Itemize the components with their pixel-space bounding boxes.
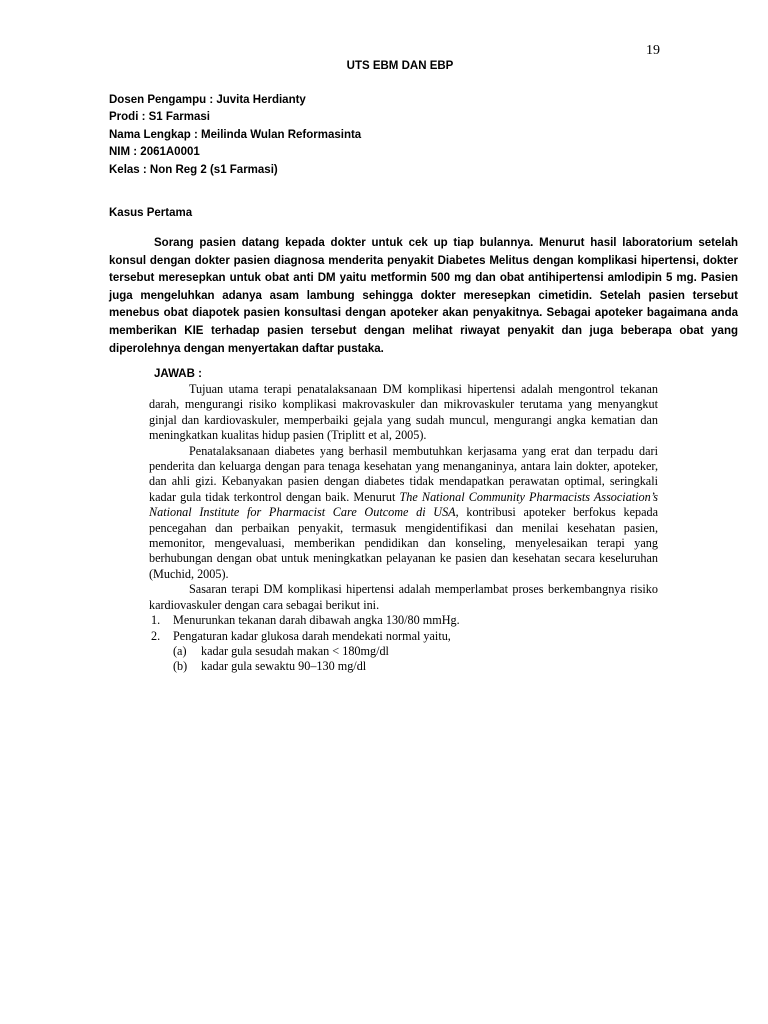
list-item-text: Menurunkan tekanan darah dibawah angka 130/80 mmHg. xyxy=(173,613,460,628)
list-item xyxy=(149,629,658,644)
list-item-marker: 1. xyxy=(151,613,161,628)
case-heading: Kasus Pertama xyxy=(109,207,193,219)
therapy-target-list xyxy=(149,613,658,644)
glucose-target-sublist xyxy=(149,644,658,675)
info-full-name: Nama Lengkap : Meilinda Wulan Reformasinta xyxy=(109,128,362,141)
answer-body xyxy=(149,382,658,675)
sublist-item-text: kadar gula sewaktu 90–130 mg/dl xyxy=(201,659,367,674)
answer-paragraph-2 xyxy=(149,444,658,583)
sublist-item-marker: (a) xyxy=(173,643,187,658)
answer-paragraph-2-text: Penatalaksanaan diabetes yang berhasil membutuhkan kerjasama yang erat dan terpadu dari penderita dan keluarga dengan para tenaga kesehatan yang menanganinya, antara lain dokter, apoteker, dan ahli gizi. Kebanyakan pasien dengan diabetes tidak mendapatkan perawatan optimal, seringkali kadar gula tidak terkontrol dengan baik. Menurut xyxy=(149,443,658,504)
sublist-item xyxy=(149,659,658,674)
case-description: Sorang pasien datang kepada dokter untuk cek up tiap bulannya. Menurut hasil laboratorium setelah konsul dengan dokter pasien diagnosa menderita penyakit Diabetes Melitus dengan komplikasi hipertensi, dokter tersebut meresepkan untuk obat anti DM yaitu metformin 500 mg dan obat antihipertensi amlodipin 5 mg. Pasien juga mengeluhkan adanya asam lambung sehingga dokter meresepkan cimetidin. Setelah pasien tersebut menebus obat diapotek pasien konsultasi dengan apoteker akan penyakitnya. Sebagai apoteker bagaimana anda memberikan KIE terhadap pasien tersebut dengan melihat riwayat penyakit dan juga beberapa obat yang diperolehnya dengan menyertakan daftar pustaka. xyxy=(109,237,738,355)
sublist-item xyxy=(149,644,658,659)
student-info xyxy=(109,92,669,179)
answer-paragraph-3: Sasaran terapi DM komplikasi hipertensi adalah memperlambat proses berkembangnya risiko kardiovaskuler dengan cara sebagai berikut ini. xyxy=(149,582,658,612)
answer-paragraph-2-rest: kontribusi apoteker berfokus kepada pencegahan dan perbaikan penyakit, termasuk mengidentifikasi dan menilai kesehatan pasien, memonitor, mengevaluasi, memberikan pendidikan dan konseling, menyelesaikan terapi yang berhubungan dengan obat untuk meningkatkan pelayanan ke pasien dan kesehatan secara keseluruhan (Muchid, 2005). xyxy=(149,505,658,581)
answer-paragraph-1: Tujuan utama terapi penatalaksanaan DM komplikasi hipertensi adalah mengontrol tekanan darah, mengurangi risiko komplikasi makrovaskuler dan mikrovaskuler terutama yang menyangkut ginjal dan kardiovaskuler, memperbaiki gejala yang sudah muncul, mengurangi angka kematian dan meningkatkan kualitas hidup pasien (Triplitt et al, 2005). xyxy=(149,382,658,443)
info-lecturer: Dosen Pengampu : Juvita Herdianty xyxy=(109,94,306,106)
sublist-item-marker: (b) xyxy=(173,659,188,674)
sublist-item-text: kadar gula sesudah makan < 180mg/dl xyxy=(201,643,389,658)
list-item xyxy=(149,613,658,628)
info-study-program: Prodi : S1 Farmasi xyxy=(109,111,210,124)
answer-label: JAWAB : xyxy=(154,368,202,380)
answer-paragraph-2-italic: The National Community Pharmacists Association’s National Institute for Pharmacist Care Outcome di USA, xyxy=(149,489,658,520)
document-title: UTS EBM DAN EBP xyxy=(346,60,454,72)
page-number: 19 xyxy=(646,43,660,58)
list-item-marker: 2. xyxy=(151,628,161,643)
info-student-id: NIM : 2061A0001 xyxy=(109,146,200,159)
info-class: Kelas : Non Reg 2 (s1 Farmasi) xyxy=(109,163,278,176)
list-item-text: Pengaturan kadar glukosa darah mendekati normal yaitu, xyxy=(173,628,451,643)
